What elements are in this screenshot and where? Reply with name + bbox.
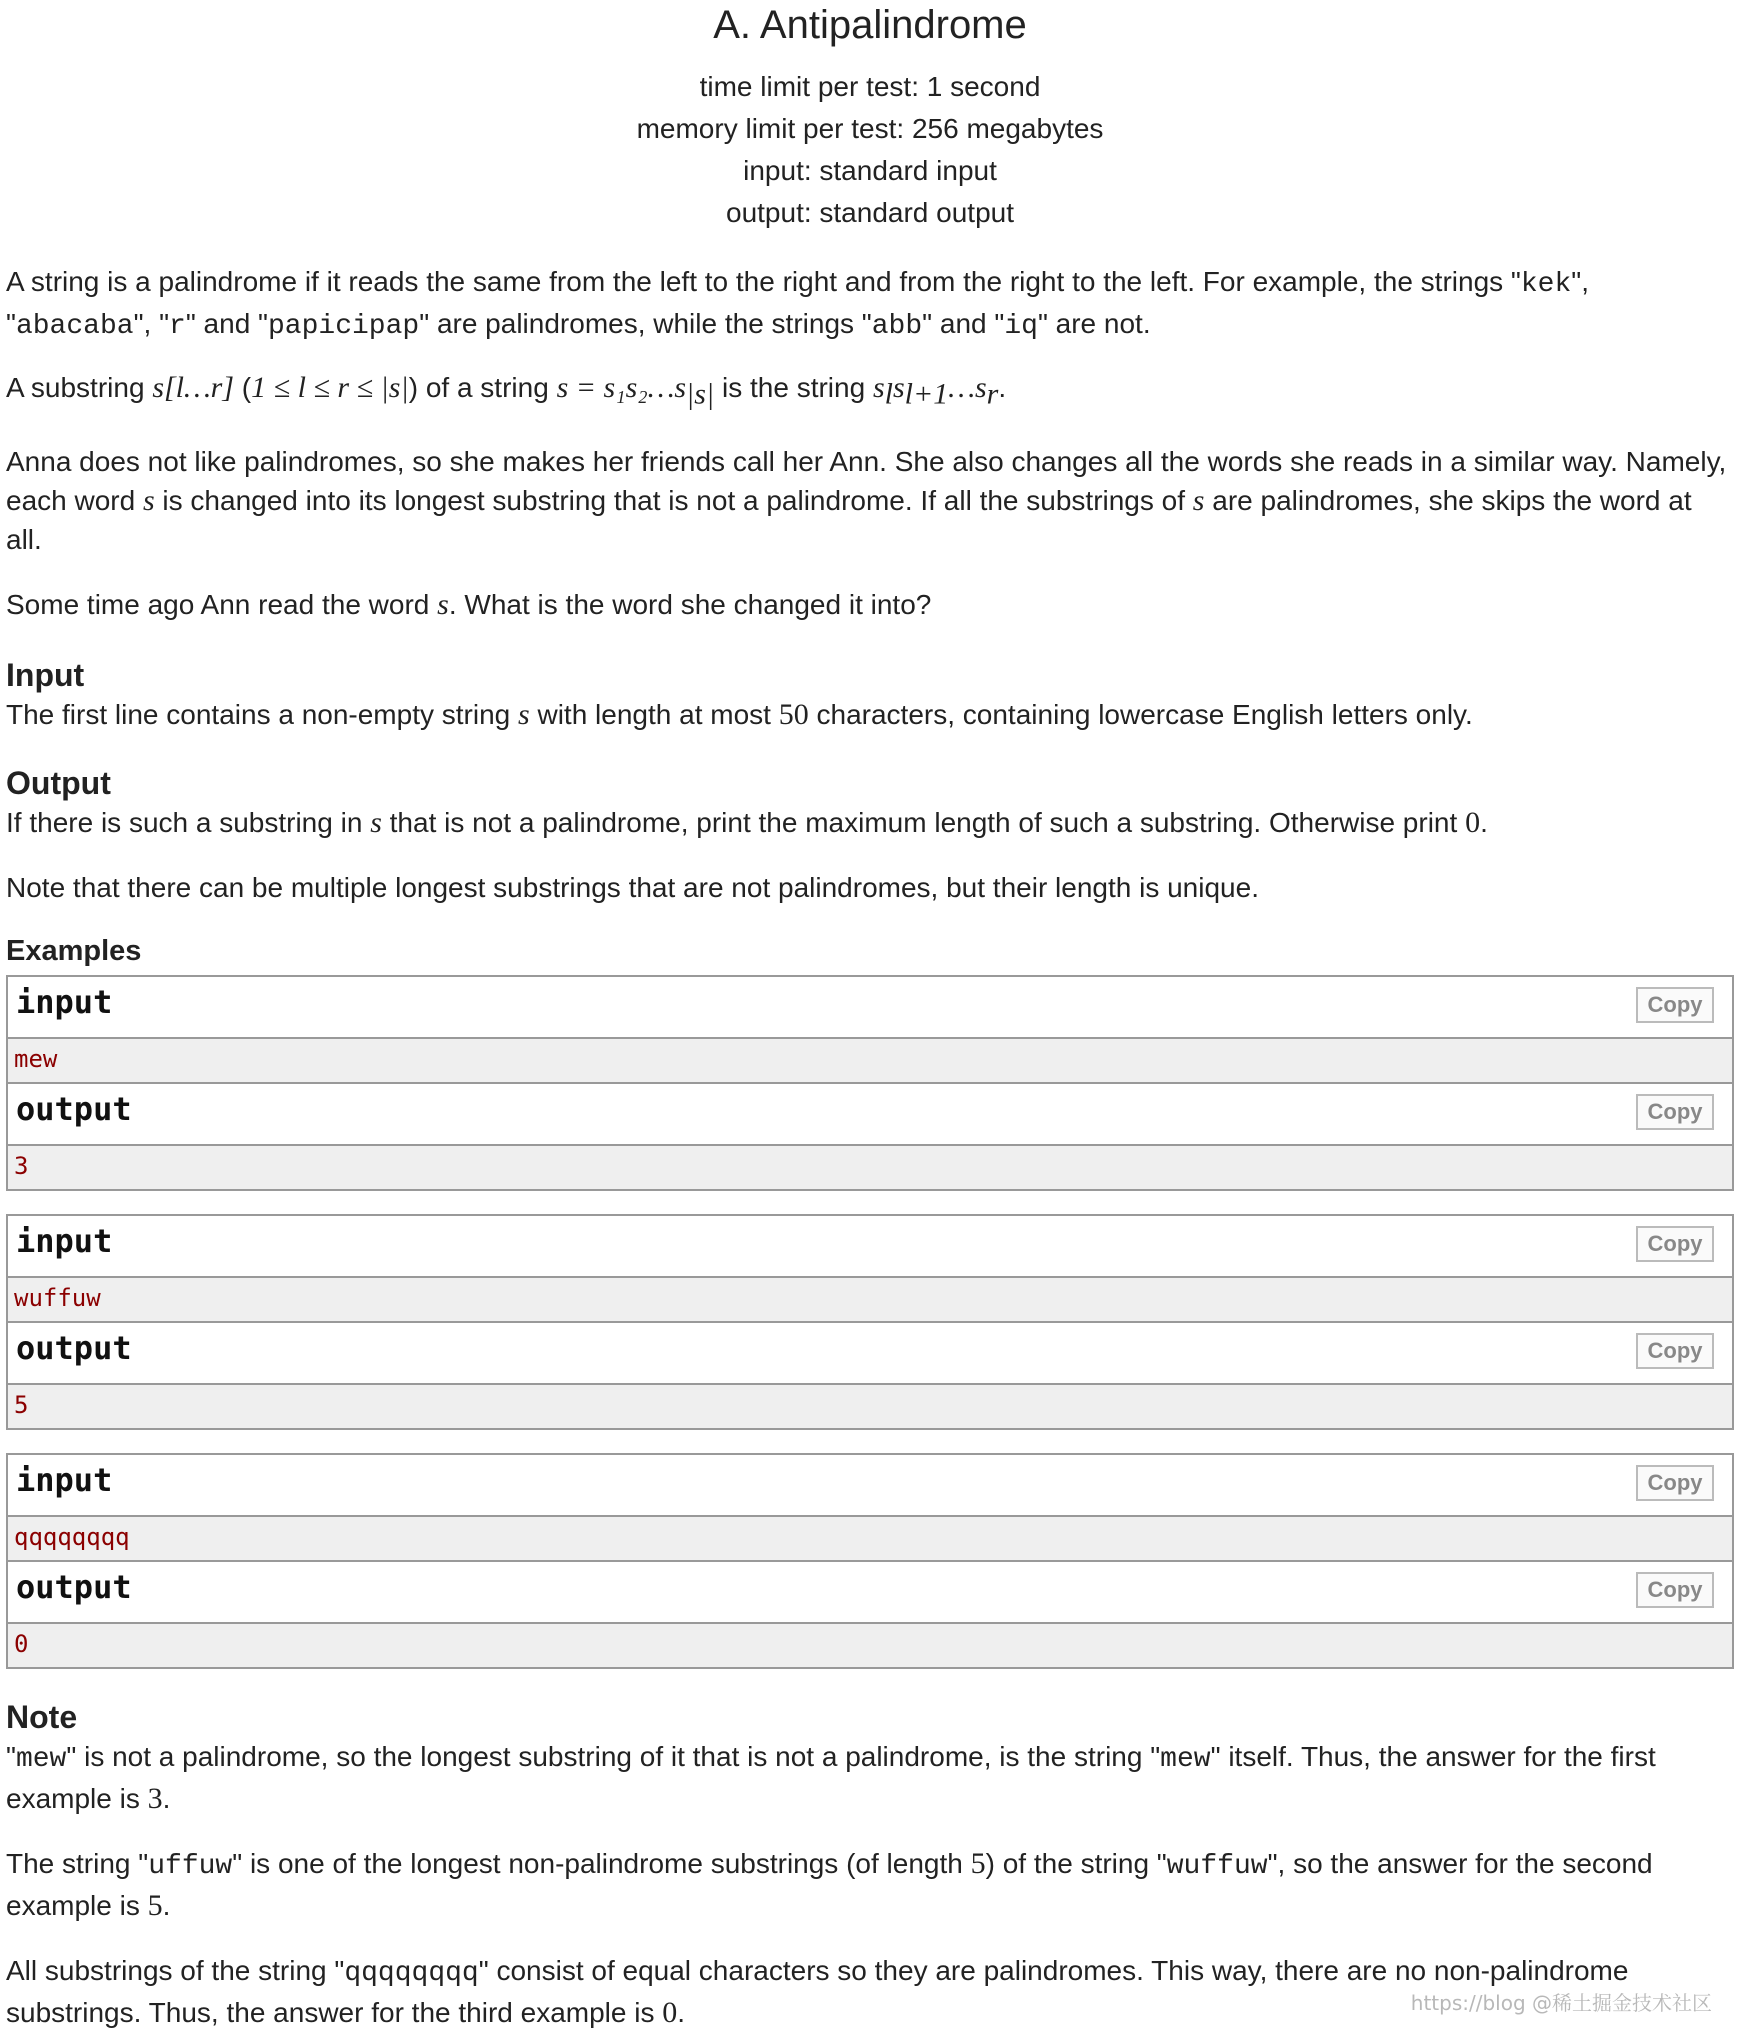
example-output-data: [8, 1385, 1732, 1428]
example-input-data: [8, 1039, 1732, 1084]
copy-button[interactable]: Copy: [1636, 987, 1714, 1023]
problem-meta: [0, 66, 1740, 234]
example-3: [6, 1453, 1734, 1669]
example-input-value: wuffuw: [14, 1284, 101, 1312]
example-output-header: [8, 1562, 1732, 1624]
note-section-title: Note: [6, 1699, 78, 1735]
example-output-header: [8, 1323, 1732, 1385]
example-output-label: output: [16, 1329, 132, 1367]
example-output-data: [8, 1624, 1732, 1667]
copy-button[interactable]: Copy: [1636, 1226, 1714, 1262]
example-output-value: 3: [14, 1152, 29, 1180]
copy-button[interactable]: Copy: [1636, 1333, 1714, 1369]
example-input-data: [8, 1278, 1732, 1323]
copy-button[interactable]: Copy: [1636, 1572, 1714, 1608]
statement-paragraph-3: Anna does not like palindromes, so she makes her friends call her Ann. She also changes all the words she reads in a similar way. Namely, each word s is changed into its longest substring that is not a palindrome. If all the substrings of s are palindromes, she skips the word at all.: [6, 446, 1727, 555]
statement-paragraph-1: A string is a palindrome if it reads the same from the left to the right and from the right to the left. For example, the strings "kek", "abacaba", "r" and "papicipap" are palindromes, while the strings "abb" and "iq" are not.: [6, 266, 1590, 342]
example-input-header: [8, 977, 1732, 1039]
output-section: [6, 763, 1730, 907]
example-output-label: output: [16, 1090, 132, 1128]
example-output-header: [8, 1084, 1732, 1146]
example-output-label: output: [16, 1568, 132, 1606]
output-section-text: If there is such a substring in s that is not a palindrome, print the maximum length of such a substring. Otherwise print 0.: [6, 806, 1488, 839]
output-file: output: standard output: [726, 197, 1014, 228]
example-input-header: [8, 1216, 1732, 1278]
copy-button[interactable]: Copy: [1636, 1094, 1714, 1130]
note-section: [6, 1697, 1730, 2032]
copy-button[interactable]: Copy: [1636, 1465, 1714, 1501]
input-section-text: The first line contains a non-empty string s with length at most 50 characters, containing lowercase English letters only.: [6, 698, 1473, 731]
output-section-title: Output: [6, 765, 111, 801]
memory-limit: memory limit per test: 256 megabytes: [636, 113, 1104, 144]
output-section-note: Note that there can be multiple longest substrings that are not palindromes, but their length is unique.: [6, 872, 1259, 903]
time-limit: time limit per test: 1 second: [699, 71, 1041, 102]
note-paragraph-1: "mew" is not a palindrome, so the longest substring of it that is not a palindrome, is the string "mew" itself. Thus, the answer for the first example is 3.: [6, 1741, 1656, 1815]
example-input-header: [8, 1455, 1732, 1517]
example-1: [6, 975, 1734, 1191]
example-input-value: mew: [14, 1045, 58, 1073]
example-output-value: 5: [14, 1391, 29, 1419]
input-section: [6, 655, 1730, 734]
example-output-value: 0: [14, 1630, 29, 1658]
example-input-label: input: [16, 1222, 113, 1260]
input-section-title: Input: [6, 657, 85, 693]
example-input-label: input: [16, 1461, 113, 1499]
input-file: input: standard input: [743, 155, 997, 186]
note-paragraph-3: All substrings of the string "qqqqqqqq" consist of equal characters so they are palindromes. This way, there are no non-palindrome substrings. Thus, the answer for the third example is 0.: [6, 1955, 1629, 2029]
example-2: [6, 1214, 1734, 1430]
example-input-value: qqqqqqqq: [14, 1523, 130, 1551]
statement-paragraph-4: Some time ago Ann read the word s. What is the word she changed it into?: [6, 588, 932, 621]
example-output-data: [8, 1146, 1732, 1189]
statement-paragraph-2: A substring s[l…r] (1 ≤ l ≤ r ≤ |s|) of a string $s = s_1s_2\dots s_{|s|}$ is the string $s_ls_{l+1}\dots s_r$.: [6, 371, 1007, 411]
watermark: https://blog @稀土掘金技术社区: [1410, 1991, 1712, 2015]
example-input-label: input: [16, 983, 113, 1021]
example-input-data: [8, 1517, 1732, 1562]
problem-title: A. Antipalindrome: [713, 3, 1027, 47]
note-paragraph-2: The string "uffuw" is one of the longest non-palindrome substrings (of length 5) of the string "wuffuw", so the answer for the second example is 5.: [6, 1847, 1653, 1922]
examples-title: Examples: [6, 935, 142, 967]
